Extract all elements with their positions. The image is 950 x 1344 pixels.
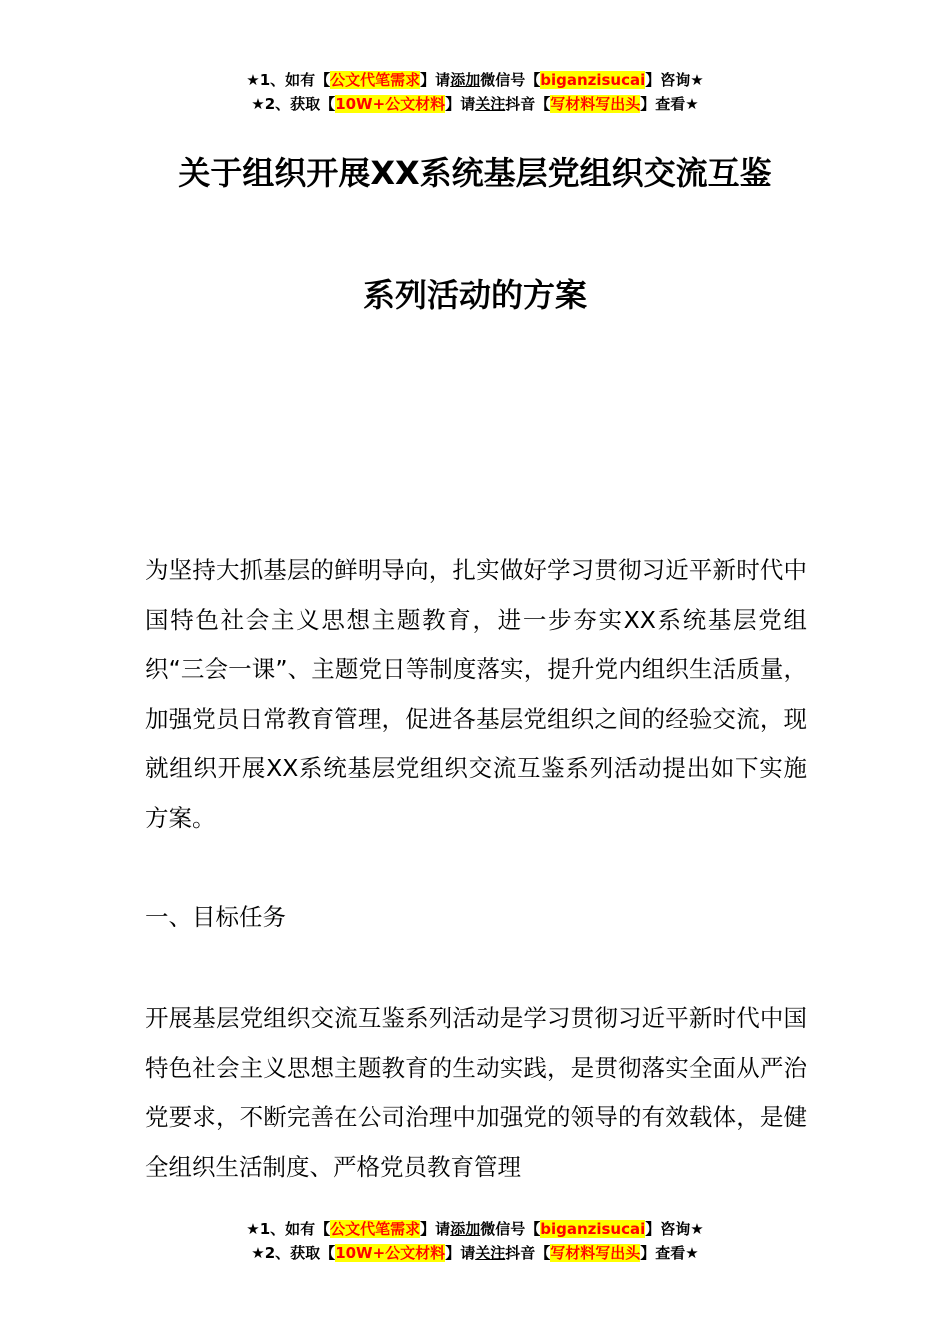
banner-highlight: biganzisucai	[540, 1220, 646, 1238]
banner-text: 】查看★	[640, 95, 699, 113]
banner-text: ★1、如有【	[246, 71, 331, 89]
banner-text: 】咨询★	[645, 1220, 704, 1238]
section-heading: 一、目标任务	[145, 903, 286, 931]
banner-text: ★2、获取【	[251, 95, 336, 113]
header-banner	[0, 68, 950, 116]
banner-text: 】查看★	[640, 1244, 699, 1262]
banner-underline: 添加	[450, 71, 481, 89]
banner-text: 微信号【	[480, 1220, 541, 1238]
banner-highlight: 写材料写出头	[550, 95, 641, 113]
document-title-line-1: 关于组织开展XX系统基层党组织交流互鉴	[178, 154, 772, 192]
banner-text: 】请	[420, 1220, 451, 1238]
banner-highlight: 写材料写出头	[550, 1244, 641, 1262]
banner-line-2	[0, 92, 950, 116]
banner-text: ★1、如有【	[246, 1220, 331, 1238]
banner-text: ★2、获取【	[251, 1244, 336, 1262]
banner-text: 】请	[445, 95, 476, 113]
banner-text: 抖音【	[505, 1244, 551, 1262]
banner-highlight: 10W+公文材料	[335, 95, 446, 113]
banner-underline: 添加	[450, 1220, 481, 1238]
banner-text: 微信号【	[480, 71, 541, 89]
footer-banner	[0, 1217, 950, 1265]
banner-underline: 关注	[475, 1244, 506, 1262]
document-title-line-2: 系列活动的方案	[362, 276, 587, 314]
banner-highlight: 10W+公文材料	[335, 1244, 446, 1262]
banner-underline: 关注	[475, 95, 506, 113]
banner-line-1	[0, 68, 950, 92]
banner-text: 】请	[420, 71, 451, 89]
banner-text: 】咨询★	[645, 71, 704, 89]
banner-highlight: biganzisucai	[540, 71, 646, 89]
banner-line-1	[0, 1217, 950, 1241]
banner-line-2	[0, 1241, 950, 1265]
banner-text: 抖音【	[505, 95, 551, 113]
banner-highlight: 公文代笔需求	[330, 1220, 421, 1238]
body-paragraph: 开展基层党组织交流互鉴系列活动是学习贯彻习近平新时代中国特色社会主义思想主题教育的生动实践，是贯彻落实全面从严治党要求，不断完善在公司治理中加强党的领导的有效载体，是健全组织生活制度、严格党员教育管理	[145, 1004, 807, 1181]
banner-highlight: 公文代笔需求	[330, 71, 421, 89]
banner-text: 】请	[445, 1244, 476, 1262]
intro-paragraph: 为坚持大抓基层的鲜明导向，扎实做好学习贯彻习近平新时代中国特色社会主义思想主题教育，进一步夯实XX系统基层党组织“三会一课”、主题党日等制度落实，提升党内组织生活质量，加强党员日常教育管理，促进各基层党组织之间的经验交流，现就组织开展XX系统基层党组织交流互鉴系列活动提出如下实施方案。	[145, 556, 807, 832]
